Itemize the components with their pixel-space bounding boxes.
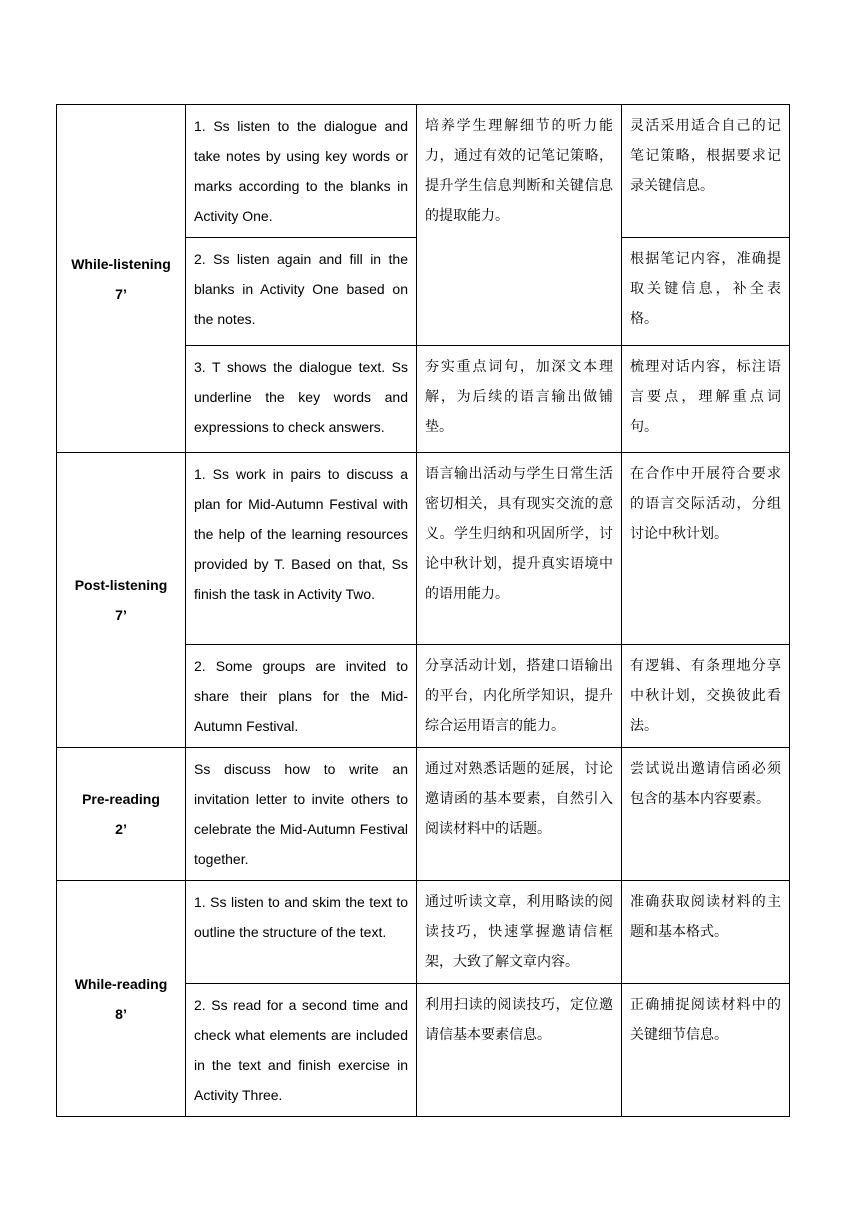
activity-cell: 2. Ss listen again and fill in the blanks in Activity One based on the notes. — [186, 238, 417, 346]
purpose-cell: 利用扫读的阅读技巧，定位邀请信基本要素信息。 — [417, 984, 622, 1117]
purpose-cell: 夯实重点词句，加深文本理解，为后续的语言输出做铺垫。 — [417, 346, 622, 453]
stage-time: 7’ — [115, 607, 127, 623]
stage-name: Post-listening — [74, 577, 168, 593]
stage-time: 8’ — [115, 1005, 127, 1022]
table-row — [57, 748, 790, 881]
stage-cell — [57, 453, 186, 748]
activity-cell: 2. Ss read for a second time and check what elements are included in the text and finish exercise in Activity Three. — [186, 984, 417, 1117]
stage-cell — [57, 748, 186, 881]
stage-cell — [57, 881, 186, 1117]
activity-cell: Ss discuss how to write an invitation letter to invite others to celebrate the Mid-Autumn Festival together. — [186, 748, 417, 881]
activity-cell: 1. Ss work in pairs to discuss a plan for Mid-Autumn Festival with the help of the learning resources provided by T. Based on that, Ss finish the task in Activity Two. — [186, 453, 417, 645]
activity-cell: 2. Some groups are invited to share their plans for the Mid-Autumn Festival. — [186, 645, 417, 748]
purpose-cell: 分享活动计划，搭建口语输出的平台，内化所学知识，提升综合运用语言的能力。 — [417, 645, 622, 748]
evaluation-cell: 准确获取阅读材料的主题和基本格式。 — [622, 881, 790, 984]
activity-cell: 1. Ss listen to the dialogue and take notes by using key words or marks according to the blanks in Activity One. — [186, 105, 417, 238]
lesson-plan-table — [56, 104, 790, 1117]
evaluation-cell: 在合作中开展符合要求的语言交际活动，分组讨论中秋计划。 — [622, 453, 790, 645]
stage-name: Pre-reading — [82, 791, 160, 807]
evaluation-cell: 梳理对话内容，标注语言要点，理解重点词句。 — [622, 346, 790, 453]
table-row — [57, 881, 790, 984]
evaluation-cell: 灵活采用适合自己的记笔记策略，根据要求记录关键信息。 — [622, 105, 790, 238]
table-row — [57, 453, 790, 645]
evaluation-cell: 有逻辑、有条理地分享中秋计划，交换彼此看法。 — [622, 645, 790, 748]
purpose-cell: 语言输出活动与学生日常生活密切相关，具有现实交流的意义。学生归纳和巩固所学，讨论中秋计划，提升真实语境中的语用能力。 — [417, 453, 622, 645]
purpose-cell: 通过听读文章，利用略读的阅读技巧，快速掌握邀请信框架，大致了解文章内容。 — [417, 881, 622, 984]
stage-time: 7’ — [115, 285, 127, 302]
stage-name: While-listening — [71, 255, 171, 272]
activity-cell: 1. Ss listen to and skim the text to outline the structure of the text. — [186, 881, 417, 984]
evaluation-cell: 尝试说出邀请信函必须包含的基本内容要素。 — [622, 748, 790, 881]
evaluation-cell: 根据笔记内容，准确提取关键信息，补全表格。 — [622, 238, 790, 346]
stage-name: While-reading — [74, 975, 168, 992]
activity-cell: 3. T shows the dialogue text. Ss underline the key words and expressions to check answers. — [186, 346, 417, 453]
purpose-cell: 培养学生理解细节的听力能力，通过有效的记笔记策略，提升学生信息判断和关键信息的提取能力。 — [417, 105, 622, 346]
stage-cell — [57, 105, 186, 453]
stage-time: 2’ — [115, 821, 127, 837]
purpose-cell: 通过对熟悉话题的延展，讨论邀请函的基本要素，自然引入阅读材料中的话题。 — [417, 748, 622, 881]
evaluation-cell: 正确捕捉阅读材料中的关键细节信息。 — [622, 984, 790, 1117]
table-row — [57, 105, 790, 238]
